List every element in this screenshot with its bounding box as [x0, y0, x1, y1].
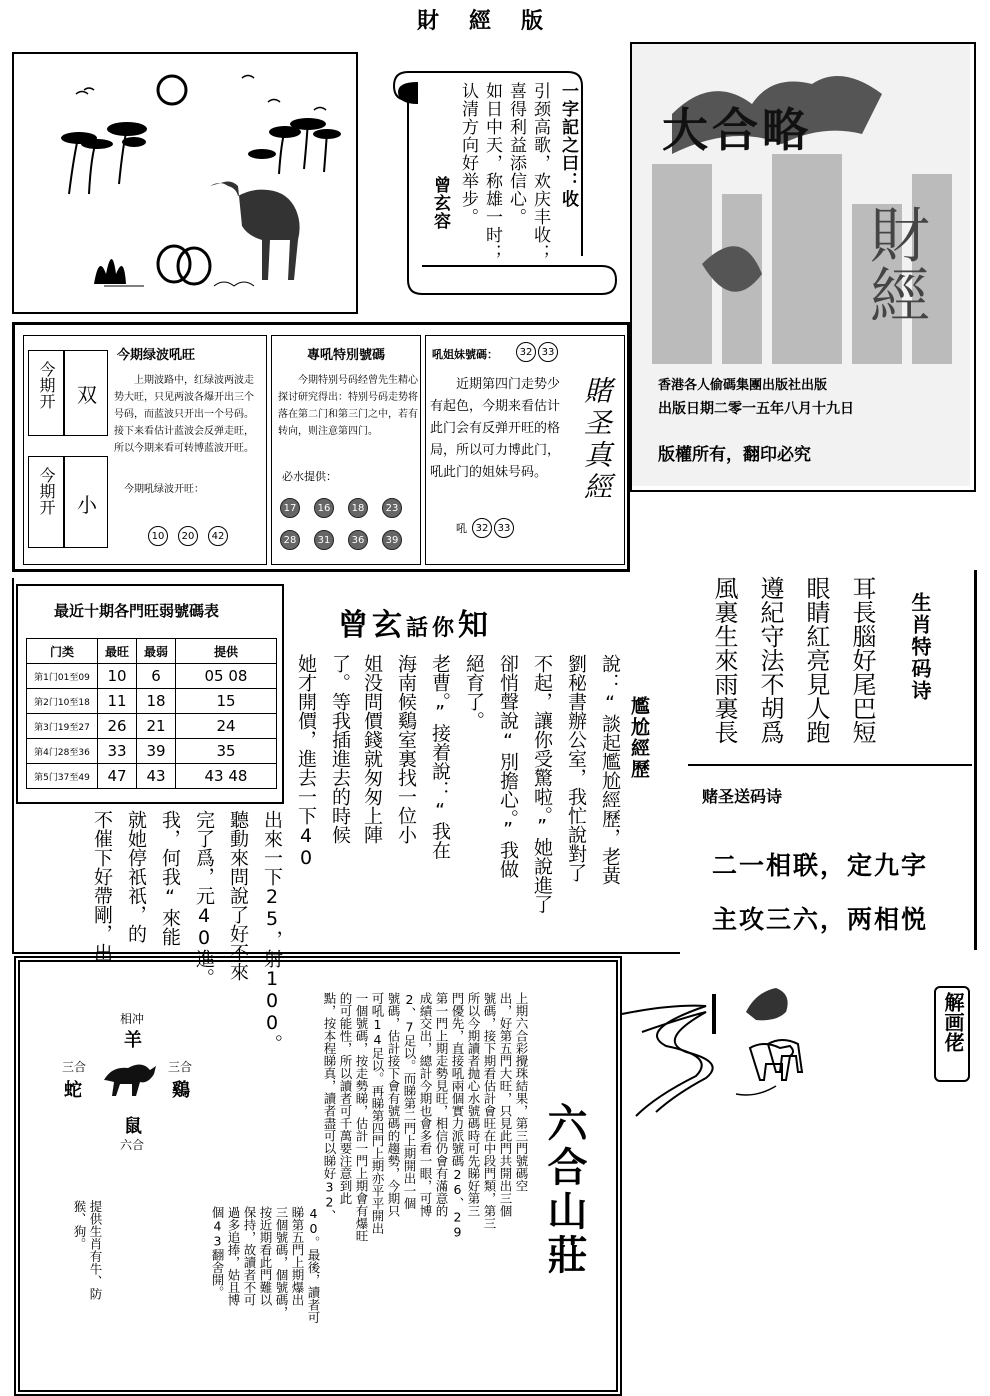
cell: 10 — [98, 664, 137, 689]
zodiac-sheep: 羊 — [124, 1030, 142, 1051]
liuhe-column: 過多追捧，姑且博 — [226, 1206, 241, 1306]
liuhe-section — [14, 956, 622, 1396]
cell: 第5门37至49 — [27, 764, 98, 789]
cell: 24 — [176, 714, 277, 739]
number-ball: 32 — [472, 518, 492, 538]
poem-line: 引颈高歌，欢庆丰收； — [530, 82, 550, 262]
desert-scene-icon — [14, 54, 356, 312]
kai-value: 小 — [77, 493, 97, 517]
special-title: 專吼特別號碼 — [306, 348, 385, 363]
special-text: 今期特别号码经曾先生精心探讨研究得出：特别号码走势将落在第二门和第三门之中，若有转向，则注意第四门。 — [278, 375, 418, 437]
story-column: 了。等我插進去的時候 — [329, 654, 351, 844]
puzzle-label: 解画佬 — [934, 986, 970, 1082]
cell: 第3门19至27 — [27, 714, 98, 739]
poem-line: 如日中天，称雄一时； — [482, 82, 502, 262]
cover-brand: 財經 — [860, 204, 930, 324]
number-ball: 36 — [348, 530, 368, 550]
number-ball: 32 — [516, 342, 536, 362]
sister-title: 吼姐妹號碼： — [432, 348, 498, 361]
liuhe-column: 三個號碼，個號碼， — [274, 1206, 289, 1319]
poem-title: 赌圣送码诗 — [702, 787, 783, 806]
cell: 33 — [98, 739, 137, 764]
liuhe-column: 成績交出，總計今期也會多看一眼，可博 — [418, 992, 433, 1217]
chong-label: 相冲 — [120, 1012, 145, 1026]
cover-publisher: 香港各人偷碼集團出版社出版 — [658, 378, 828, 393]
story-column: 不起，讓你受驚啦。”她說進了 — [531, 654, 553, 914]
green-wave-note: 今期吼绿波开旺： — [124, 484, 204, 495]
zodiac-title: 生肖特码诗 — [908, 592, 932, 702]
cell: 11 — [98, 689, 137, 714]
number-ball: 33 — [538, 342, 558, 362]
number-ball: 28 — [280, 530, 300, 550]
cell: 第4门28至36 — [27, 739, 98, 764]
kai-value: 双 — [77, 383, 97, 407]
story-column: 絕育了。 — [463, 654, 485, 730]
scroll-poem — [388, 52, 618, 302]
page-title: 財經版 — [416, 8, 573, 34]
special-number-panel — [271, 335, 421, 565]
sanhe-right-label: 三合 — [168, 1060, 193, 1074]
story-title-pre: 曾玄 — [338, 608, 406, 643]
number-ball: 31 — [314, 530, 334, 550]
number-ball: 20 — [178, 526, 198, 546]
liuhe-column: 的可能性，所以讀者可千萬要注意到此 — [338, 992, 353, 1205]
cell: 21 — [137, 714, 176, 739]
sister-text: 近期第四门走势少有起色，今期来看估计此门会有反弹开旺的格局，所以可力博此门，吼此门的姐妹号码。 — [430, 377, 561, 480]
liuhe-column: 點，按本程睇真，讀者盡可以睇好32、 — [322, 992, 337, 1222]
liuhe-column: 睇第五門上期爆出 — [290, 1206, 305, 1306]
story-column: 海南候鷄室裏找一位小 — [395, 654, 417, 844]
cover-banner: 大合略 — [662, 103, 812, 157]
table-title: 最近十期各門旺弱號碼表 — [54, 602, 220, 620]
col-header: 提供 — [176, 639, 277, 664]
story-column: 卻悄聲說“別擔心。”我做 — [497, 654, 519, 879]
scroll-icon — [388, 52, 618, 302]
ox-icon — [100, 1058, 160, 1098]
liuhe-column: 門優先，直接吼兩個實力派號碼26、29 — [450, 992, 465, 1240]
number-ball: 10 — [148, 526, 168, 546]
liuhe-column: 號碼，估計接下會有號碼的趨勢，今期只 — [386, 992, 401, 1217]
col-header: 最旺 — [98, 639, 137, 664]
sanhe-left-label: 三合 — [62, 1060, 87, 1074]
cell: 6 — [137, 664, 176, 689]
cell: 05 08 — [176, 664, 277, 689]
liuhe-column: 第一門上期走勢見旺，相信仍會有滿意的 — [434, 992, 449, 1217]
special-provide: 必水提供： — [282, 470, 337, 483]
cell: 15 — [176, 689, 277, 714]
cell: 39 — [137, 739, 176, 764]
story-column: 完了爲，元40進。 — [193, 810, 215, 987]
cell: 35 — [176, 739, 277, 764]
number-ball: 39 — [382, 530, 402, 550]
cell: 第1门01至09 — [27, 664, 98, 689]
story-column: 她才開價，進去一下40 — [295, 654, 317, 869]
story-subtitle: 尷尬經歷 — [628, 696, 650, 780]
prediction-panels — [12, 322, 630, 572]
story-title-mid: 話你 — [406, 615, 459, 641]
liuhe-column: 號碼，接下期看估計會旺在中段門類，第三 — [482, 992, 497, 1230]
story-column: 說：“談起尷尬經歷，老黃 — [599, 654, 621, 885]
green-wave-panel — [23, 335, 267, 565]
cell: 43 48 — [176, 764, 277, 789]
cell: 47 — [98, 764, 137, 789]
puzzle-drawing-icon — [618, 984, 844, 1118]
liuhe-column: 猴、狗。 — [72, 1200, 87, 1250]
story-title — [338, 600, 492, 644]
liuhe-column: 可吼14足以。再睇第四門上期亦平平開出 — [370, 992, 385, 1235]
zodiac-column: 風裏生來雨裏長 — [710, 576, 738, 744]
kai-box-bottom — [28, 456, 108, 548]
number-ball: 33 — [494, 518, 514, 538]
kai-label: 今期开 — [37, 467, 56, 515]
cover-date: 出版日期二零一五年八月十九日 — [658, 401, 854, 417]
magazine-cover — [630, 42, 976, 492]
liuhe-column: 一個號碼，按走勢睇，估計一門上期會有爆旺 — [354, 992, 369, 1242]
number-ball: 17 — [280, 498, 300, 518]
sister-number-panel — [425, 335, 625, 565]
sister-end-label: 吼 — [456, 522, 467, 535]
scroll-heading: 一字記之曰：收 — [558, 82, 578, 208]
liuhe-column: 40。最後，讀者可 — [306, 1206, 321, 1324]
zodiac-snake: 蛇 — [64, 1080, 82, 1101]
zodiac-rooster: 鷄 — [172, 1080, 190, 1101]
liuhe-title: 六合山莊 — [541, 1102, 587, 1278]
story-column: 我，何我“來能 — [159, 810, 181, 946]
story-column: 姐没問價錢就匆匆上陣 — [361, 654, 383, 844]
zodiac-column: 遵紀守法不胡爲 — [756, 576, 784, 744]
story-column: 就她停祇祇，的 — [125, 810, 147, 943]
zodiac-rat: 鼠 — [124, 1116, 142, 1137]
liuhe-column: 提供生肖有牛、防 — [88, 1200, 103, 1300]
kai-label: 今期开 — [37, 361, 56, 409]
zodiac-poem-section — [688, 570, 977, 950]
poem-line-2: 主攻三六，两相悦 — [712, 905, 929, 934]
col-header: 最弱 — [137, 639, 176, 664]
story-column: 劉秘書辦公室，我忙說對了 — [565, 654, 587, 882]
camel-illustration — [12, 52, 358, 314]
liuhe-column: 出，好第五門大旺，只見此門共開出三個 — [498, 992, 513, 1217]
number-ball: 18 — [348, 498, 368, 518]
story-column: 出來一下25，射100。 — [261, 810, 283, 1053]
liuhe-column: 保持，故讀者不可 — [242, 1206, 257, 1306]
calligraphy-title: 賭圣真經 — [580, 376, 613, 504]
cell: 第2门10至18 — [27, 689, 98, 714]
camel-icon — [210, 182, 300, 281]
divider — [688, 764, 972, 766]
story-column: 老曹。”接着說：“我在 — [429, 654, 451, 860]
cover-copyright: 版權所有，翻印必究 — [658, 445, 811, 465]
cell: 18 — [137, 689, 176, 714]
zodiac-column: 耳長腦好尾巴短 — [848, 576, 876, 744]
number-ball: 42 — [208, 526, 228, 546]
liuhe-column: 個43翻舍開。 — [210, 1206, 225, 1299]
poem-line: 认清方向好举步。 — [458, 82, 478, 226]
liuhe-column: 按近期看此門難以 — [258, 1206, 273, 1306]
green-wave-text: 上期波路中，红绿波两波走势大旺，只见两波各爆开出三个号码，而蓝波只开出一个号码。接下来看估计蓝波会反弹走旺，所以今期来看可转博蓝波开旺。 — [114, 375, 254, 454]
number-ball: 16 — [314, 498, 334, 518]
scroll-signature: 曾玄容 — [430, 176, 450, 230]
cell: 26 — [98, 714, 137, 739]
cell: 43 — [137, 764, 176, 789]
poem-line-1: 二一相联，定九字 — [712, 851, 929, 880]
liuhe-label: 六合 — [120, 1138, 145, 1152]
zodiac-column: 眼睛紅亮見人跑 — [802, 576, 830, 744]
story-column: 不催下好帶剛，出 — [91, 810, 113, 962]
liuhe-column: 上期六合彩攪珠結果，第三門號碼空 — [514, 992, 529, 1192]
number-ball: 23 — [382, 498, 402, 518]
liuhe-column: 2、7足以。而睇第二門上期開出一個 — [402, 992, 417, 1210]
kai-box-top — [28, 350, 108, 436]
liuhe-column: 所以今期讀者抛心水號碼時可先睇好第三 — [466, 992, 481, 1217]
story-column: 聽動來問說了好不來 — [227, 810, 249, 981]
story-title-end: 知 — [458, 608, 493, 643]
col-header: 门类 — [27, 639, 98, 664]
green-wave-title: 今期绿波吼旺 — [116, 348, 195, 363]
poem-line: 喜得利益添信心。 — [506, 82, 526, 226]
